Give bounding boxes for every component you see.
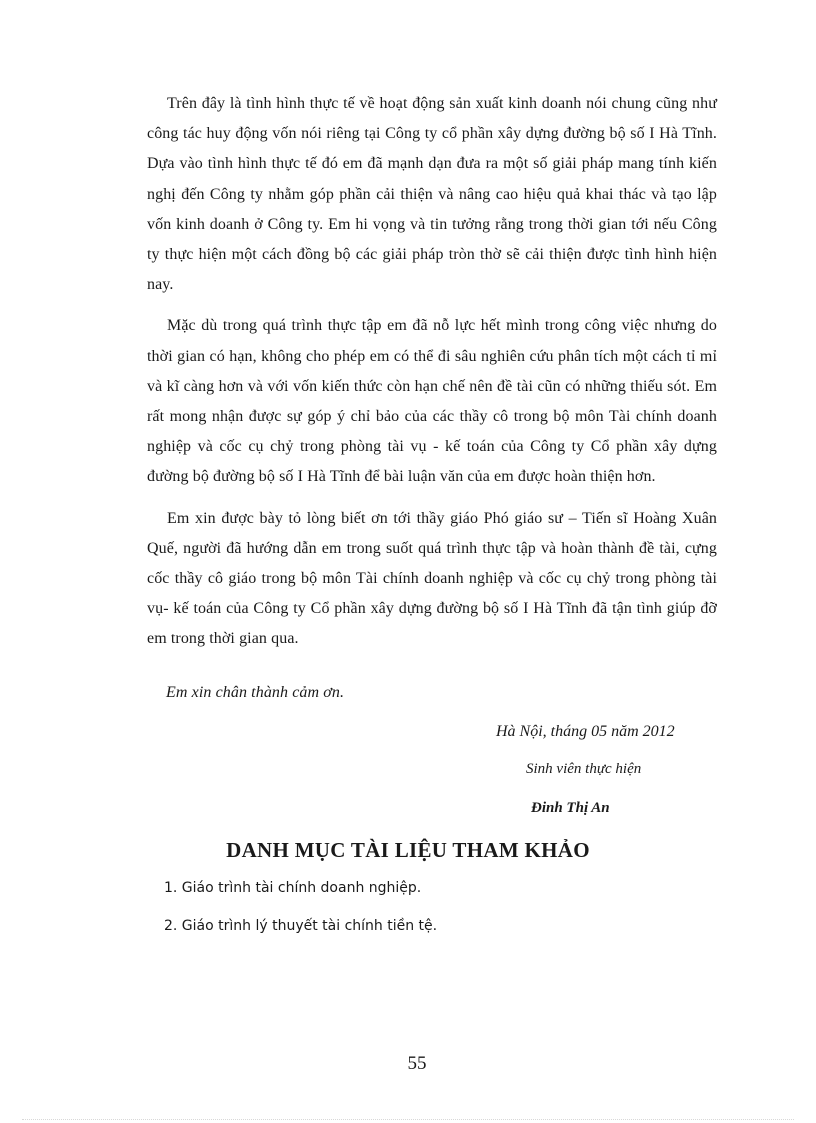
paragraph-limitations: Mặc dù trong quá trình thực tập em đã nỗ lực hết mình trong công việc nhưng do thời gian có hạn, không cho phép em có thể đi sâu nghiên cứu phân tích một cách tỉ mỉ và kĩ càng hơn và với vốn kiến thức còn hạn chế nên đề tài cũn có những thiếu sót. Em rất mong nhận được sự góp ý chỉ bảo của các thầy cô trong bộ môn Tài chính doanh nghiệp và cốc cụ chỷ trong phòng tài vụ - kế toán của Công ty Cổ phần xây dựng đường bộ đường bộ số I Hà Tĩnh để bài luận văn của em được hoàn thiện hơn. bbox=[147, 317, 717, 486]
closing-date: Hà Nội, tháng 05 năm 2012 bbox=[496, 723, 675, 740]
references-heading: DANH MỤC TÀI LIỆU THAM KHẢO bbox=[226, 838, 590, 862]
page-number: 55 bbox=[407, 1053, 427, 1074]
footer-divider bbox=[22, 1119, 794, 1120]
closing-role: Sinh viên thực hiện bbox=[526, 761, 642, 777]
paragraph-summary: Trên đây là tình hình thực tế về hoạt động sản xuất kinh doanh nói chung cũng như công tác huy động vốn nói riêng tại Công ty cổ phần xây dựng đường bộ số I Hà Tĩnh. Dựa vào tình hình thực tế đó em đã mạnh dạn đưa ra một số giải pháp mang tính kiến nghị đến Công ty nhằm góp phần cải thiện và nâng cao hiệu quả khai thác và tạo lập vốn kinh doanh ở Công ty. Em hi vọng và tin tưởng rằng trong thời gian tới nếu Công ty thực hiện một cách đồng bộ các giải pháp tròn thờ sẽ cải thiện được tình hình hiện nay. bbox=[147, 95, 717, 294]
signer-name: Đinh Thị An bbox=[531, 800, 610, 816]
reference-item: 2. Giáo trình lý thuyết tài chính tiền tệ. bbox=[164, 918, 438, 934]
body-text bbox=[147, 89, 717, 666]
paragraph-acknowledgement: Em xin được bày tỏ lòng biết ơn tới thầy giáo Phó giáo sư – Tiến sĩ Hoàng Xuân Quế, người đã hướng dẫn em trong suốt quá trình thực tập và hoàn thành đề tài, cựng cốc thầy cô giáo trong bộ môn Tài chính doanh nghiệp và cốc cụ chỷ trong phòng tài vụ- kế toán của Công ty Cổ phần xây dựng đường bộ số I Hà Tĩnh đã tận tình giúp đỡ em trong thời gian qua. bbox=[147, 509, 717, 648]
closing-thanks: Em xin chân thành cảm ơn. bbox=[166, 684, 345, 701]
reference-item: 1. Giáo trình tài chính doanh nghiệp. bbox=[164, 880, 422, 896]
